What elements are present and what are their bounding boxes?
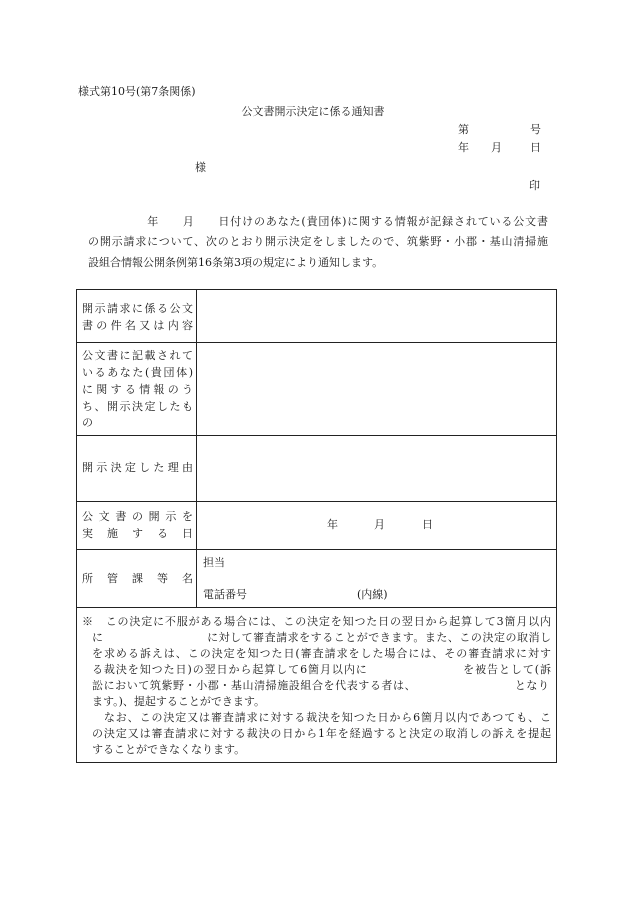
addressee-honorific: 様 bbox=[195, 161, 206, 174]
note-line: の決定又は審査請求に対する裁決の日から1年を経過すると決定の取消しの訴えを提起 bbox=[92, 727, 551, 740]
date-value-year: 年 bbox=[327, 518, 338, 531]
note-line: なお、この決定又は審査請求に対する裁決を知つた日から6箇月以内であつても、こ bbox=[92, 711, 551, 724]
info-label-line: ち、開示決定したも bbox=[82, 400, 193, 413]
date-month: 月 bbox=[491, 141, 502, 154]
subject-label-line: 開示請求に係る公文 bbox=[82, 302, 193, 315]
date-value-month: 月 bbox=[374, 518, 385, 531]
seal-mark: 印 bbox=[529, 179, 540, 192]
date-value-cell bbox=[197, 502, 556, 549]
subject-label-cell bbox=[77, 290, 197, 342]
info-label-cell bbox=[77, 343, 197, 435]
note-line: ます。)、提起することができます。 bbox=[92, 695, 266, 708]
table-row-info bbox=[77, 343, 556, 436]
document-title: 公文書開示決定に係る通知書 bbox=[241, 105, 385, 118]
decision-table bbox=[76, 289, 557, 763]
table-row-reason bbox=[77, 436, 556, 502]
subject-value-cell bbox=[197, 290, 556, 342]
note-line: を求める訴えは、この決定を知つた日(審査請求をした場合には、その審査請求に対す bbox=[92, 647, 551, 660]
date-value-day: 日 bbox=[422, 518, 433, 531]
number-prefix: 第 bbox=[458, 123, 469, 136]
info-label-line: の bbox=[82, 416, 93, 429]
note-line: る裁決を知つた日)の翌日から起算して6箇月以内に を被告として(訴 bbox=[92, 663, 551, 676]
dept-label-cell bbox=[77, 550, 197, 607]
info-value-cell bbox=[197, 343, 556, 435]
info-label-line: 公文書に記載されて bbox=[82, 349, 193, 362]
number-suffix: 号 bbox=[530, 123, 541, 136]
dept-phone-label: 電話番号 bbox=[203, 588, 247, 601]
intro-line: の開示請求について、次のとおり開示決定をしましたので、筑紫野・小郡・基山清掃施 bbox=[88, 235, 548, 248]
date-label-line: 公文書の開示を bbox=[82, 510, 193, 523]
date-day: 日 bbox=[530, 141, 541, 154]
dept-value-cell bbox=[197, 550, 556, 607]
reason-label-cell bbox=[77, 436, 197, 501]
reason-value-cell bbox=[197, 436, 556, 501]
note-line: することができなくなります。 bbox=[92, 743, 246, 756]
note-line: 訟において筑紫野・小郡・基山清掃施設組合を代表する者は、 となり bbox=[92, 679, 549, 692]
dept-contact-label: 担当 bbox=[203, 556, 225, 569]
form-number: 様式第10号(第7条関係) bbox=[78, 85, 196, 98]
dept-extension-label: (内線) bbox=[357, 588, 388, 601]
date-year: 年 bbox=[458, 141, 469, 154]
info-label-line: いるあなた(貴団体) bbox=[82, 366, 193, 379]
date-label-line: 実施する日 bbox=[82, 527, 193, 540]
table-row-department bbox=[77, 550, 556, 608]
subject-label-line: 書の件名又は内容 bbox=[82, 319, 193, 332]
info-label-line: に関する情報のう bbox=[82, 383, 193, 396]
intro-line: 年 月 日付けのあなた(貴団体)に関する情報が記録されている公文書 bbox=[88, 215, 548, 228]
date-label-cell bbox=[77, 502, 197, 549]
dept-label: 所管課等名 bbox=[82, 572, 193, 585]
table-row-date bbox=[77, 502, 556, 550]
note-line: に に対して審査請求をすることができます。また、この決定の取消し bbox=[92, 631, 551, 644]
intro-line: 設組合情報公開条例第16条第3項の規定により通知します。 bbox=[88, 256, 384, 269]
table-row-subject bbox=[77, 290, 556, 343]
reason-label: 開示決定した理由 bbox=[82, 461, 193, 474]
table-row-notes bbox=[77, 608, 556, 762]
note-line: ※ この決定に不服がある場合には、この決定を知つた日の翌日から起算して3箇月以内 bbox=[82, 615, 551, 628]
